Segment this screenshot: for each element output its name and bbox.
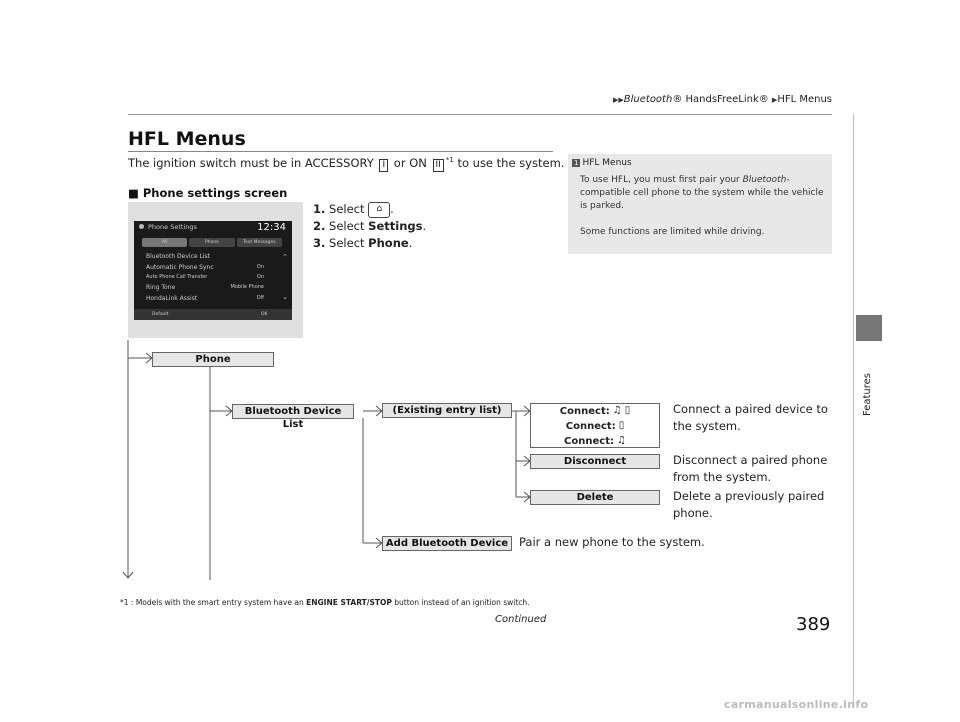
side-label: Features [862,373,873,416]
delete-box: Delete [530,490,660,505]
screen-tab-text[interactable]: Text Messages [237,238,282,247]
row-label: Bluetooth Device List [146,253,210,260]
row-label: HondaLink Assist [146,295,198,302]
screen-tab-phone[interactable]: Phone [189,238,234,247]
screen-title: Phone Settings [148,223,197,231]
intro-middle: or ON [393,156,427,170]
step-post: . [408,236,413,250]
step-bold: Settings [368,219,423,233]
row-label: Automatic Phone Sync [146,264,214,271]
step-num: 2. [313,219,326,233]
note-text: -compatible cell phone to the system while the vehicle is parked. [580,175,824,211]
note-heading-text: HFL Menus [582,158,632,168]
desc-line: the system. [673,419,741,433]
footnote-ref: *1 : [120,598,134,607]
step-text: Select [329,236,365,250]
breadcrumb-bluetooth: Bluetooth [623,94,673,105]
phone-box: Phone [152,352,274,367]
step-num: 1. [313,202,326,216]
note-italic: Bluetooth [742,175,787,185]
desc-line: Connect a paired device to [673,402,828,416]
continued-label: Continued [495,614,547,625]
phone-icon: ▯ [624,405,631,416]
note-para-2: Some functions are limited while driving. [580,227,765,237]
connect-row-both [531,404,659,419]
screen-time: 12:34 [257,222,286,233]
footnote-text: button instead of an ignition switch. [394,598,530,607]
row-label: Ring Tone [146,284,176,291]
row-label: Auto Phone Call Transfer [146,274,208,280]
home-icon: ⌂ [368,202,390,218]
desc-delete [673,488,824,522]
desc-add: Pair a new phone to the system. [519,535,705,549]
breadcrumb-arrow-icon: ▶▶ [612,96,624,104]
page-number: 389 [796,614,831,635]
section-heading: ■ Phone settings screen [128,186,288,200]
breadcrumb-hfl: ® HandsFreeLink® [672,94,769,105]
breadcrumb-arrow-icon: ▶ [771,96,778,104]
connect-box [530,403,660,448]
footnote-ref: *1 [445,156,454,165]
row-value: Mobile Phone [230,284,264,290]
row-value: On [256,264,264,270]
screen-ok-button[interactable]: OK [261,312,268,317]
row-value: Off [256,295,264,301]
connect-label: Connect: [559,406,610,417]
intro-after: to use the system. [457,156,565,170]
note-text: To use HFL, you must first pair your [580,175,740,185]
breadcrumb-menus: HFL Menus [777,94,832,105]
step-num: 3. [313,236,326,250]
note-icon: 1 [574,159,579,167]
desc-connect [673,401,828,435]
desc-disconnect [673,452,827,486]
step-post: . [422,219,427,233]
footnote [120,598,530,607]
step-text: Select [329,219,365,233]
existing-entry-list-box: (Existing entry list) [382,403,512,418]
screen-default-button[interactable]: Default [152,312,169,317]
row-value: On [256,274,264,280]
scroll-down-icon[interactable]: ⌄ [282,293,288,301]
desc-line: phone. [673,506,713,520]
phone-icon: ▯ [618,420,625,431]
music-icon: ♫ [616,435,626,446]
watermark: carmanualsonline.info [724,698,869,711]
connect-row-audio [531,434,659,449]
key-on: II [433,159,444,172]
connect-label: Connect: [565,421,616,432]
scroll-up-icon[interactable]: ⌃ [282,253,288,261]
desc-line: from the system. [673,470,772,484]
screen-tab-all[interactable]: All [142,238,187,247]
connect-row-phone [531,419,659,434]
step-bold: Phone [368,236,409,250]
bluetooth-device-list-box: Bluetooth Device List [232,404,354,419]
music-icon: ♫ [612,405,622,416]
disconnect-box: Disconnect [530,454,660,469]
add-bluetooth-device-box: Add Bluetooth Device [382,536,512,551]
intro-before: The ignition switch must be in ACCESSORY [128,156,374,170]
desc-line: Disconnect a paired phone [673,453,828,467]
step-text: Select [329,202,365,216]
footnote-bold: ENGINE START/STOP [306,598,392,607]
desc-line: Delete a previously paired [673,489,825,503]
page-title: HFL Menus [128,128,246,150]
footnote-text: Models with the smart entry system have an [135,598,304,607]
connect-label: Connect: [564,436,614,447]
step-post: . [390,202,394,216]
key-accessory: I [379,159,388,172]
